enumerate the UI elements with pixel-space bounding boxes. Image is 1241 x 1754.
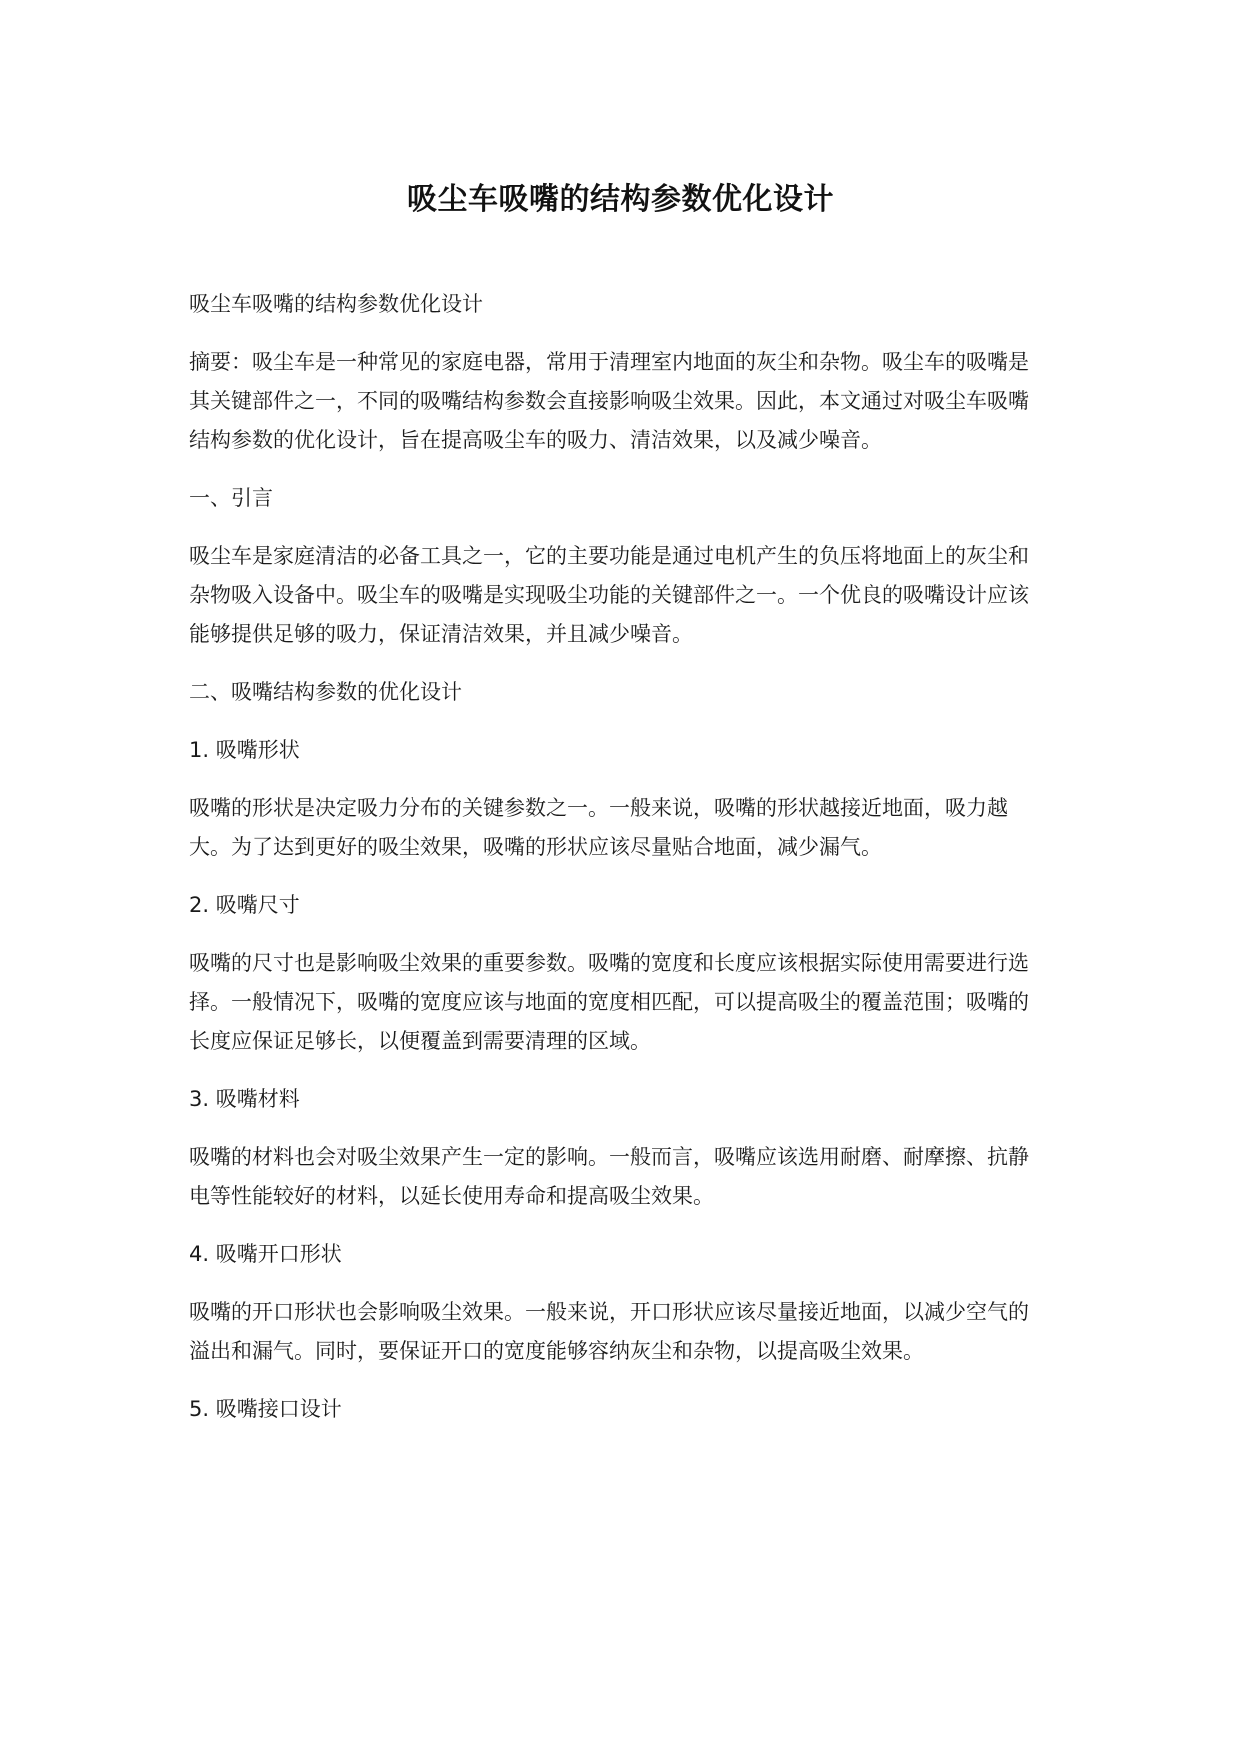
item-heading-opening: 4. 吸嘴开口形状	[189, 1242, 342, 1266]
item-heading-interface: 5. 吸嘴接口设计	[189, 1397, 342, 1421]
item-paragraph-opening: 吸嘴的开口形状也会影响吸尘效果。一般来说，开口形状应该尽量接近地面，以减少空气的溢出和漏气。同时，要保证开口的宽度能够容纳灰尘和杂物，以提高吸尘效果。	[189, 1300, 1029, 1363]
document-subtitle: 吸尘车吸嘴的结构参数优化设计	[189, 292, 483, 316]
abstract-paragraph: 摘要：吸尘车是一种常见的家庭电器，常用于清理室内地面的灰尘和杂物。吸尘车的吸嘴是其关键部件之一，不同的吸嘴结构参数会直接影响吸尘效果。因此，本文通过对吸尘车吸嘴结构参数的优化设计，旨在提高吸尘车的吸力、清洁效果，以及减少噪音。	[189, 350, 1029, 452]
item-paragraph-material: 吸嘴的材料也会对吸尘效果产生一定的影响。一般而言，吸嘴应该选用耐磨、耐摩擦、抗静电等性能较好的材料，以延长使用寿命和提高吸尘效果。	[189, 1145, 1029, 1208]
item-heading-material: 3. 吸嘴材料	[189, 1087, 300, 1111]
section-heading-introduction: 一、引言	[189, 486, 273, 510]
item-heading-shape: 1. 吸嘴形状	[189, 738, 300, 762]
item-heading-size: 2. 吸嘴尺寸	[189, 893, 300, 917]
document-title: 吸尘车吸嘴的结构参数优化设计	[407, 182, 834, 217]
document-body	[189, 285, 1049, 1448]
section-heading-optimization: 二、吸嘴结构参数的优化设计	[189, 680, 462, 704]
item-paragraph-shape: 吸嘴的形状是决定吸力分布的关键参数之一。一般来说，吸嘴的形状越接近地面，吸力越大。为了达到更好的吸尘效果，吸嘴的形状应该尽量贴合地面，减少漏气。	[189, 796, 1008, 859]
introduction-paragraph: 吸尘车是家庭清洁的必备工具之一，它的主要功能是通过电机产生的负压将地面上的灰尘和杂物吸入设备中。吸尘车的吸嘴是实现吸尘功能的关键部件之一。一个优良的吸嘴设计应该能够提供足够的吸力，保证清洁效果，并且减少噪音。	[189, 544, 1029, 646]
item-paragraph-size: 吸嘴的尺寸也是影响吸尘效果的重要参数。吸嘴的宽度和长度应该根据实际使用需要进行选择。一般情况下，吸嘴的宽度应该与地面的宽度相匹配，可以提高吸尘的覆盖范围；吸嘴的长度应保证足够长，以便覆盖到需要清理的区域。	[189, 951, 1029, 1053]
